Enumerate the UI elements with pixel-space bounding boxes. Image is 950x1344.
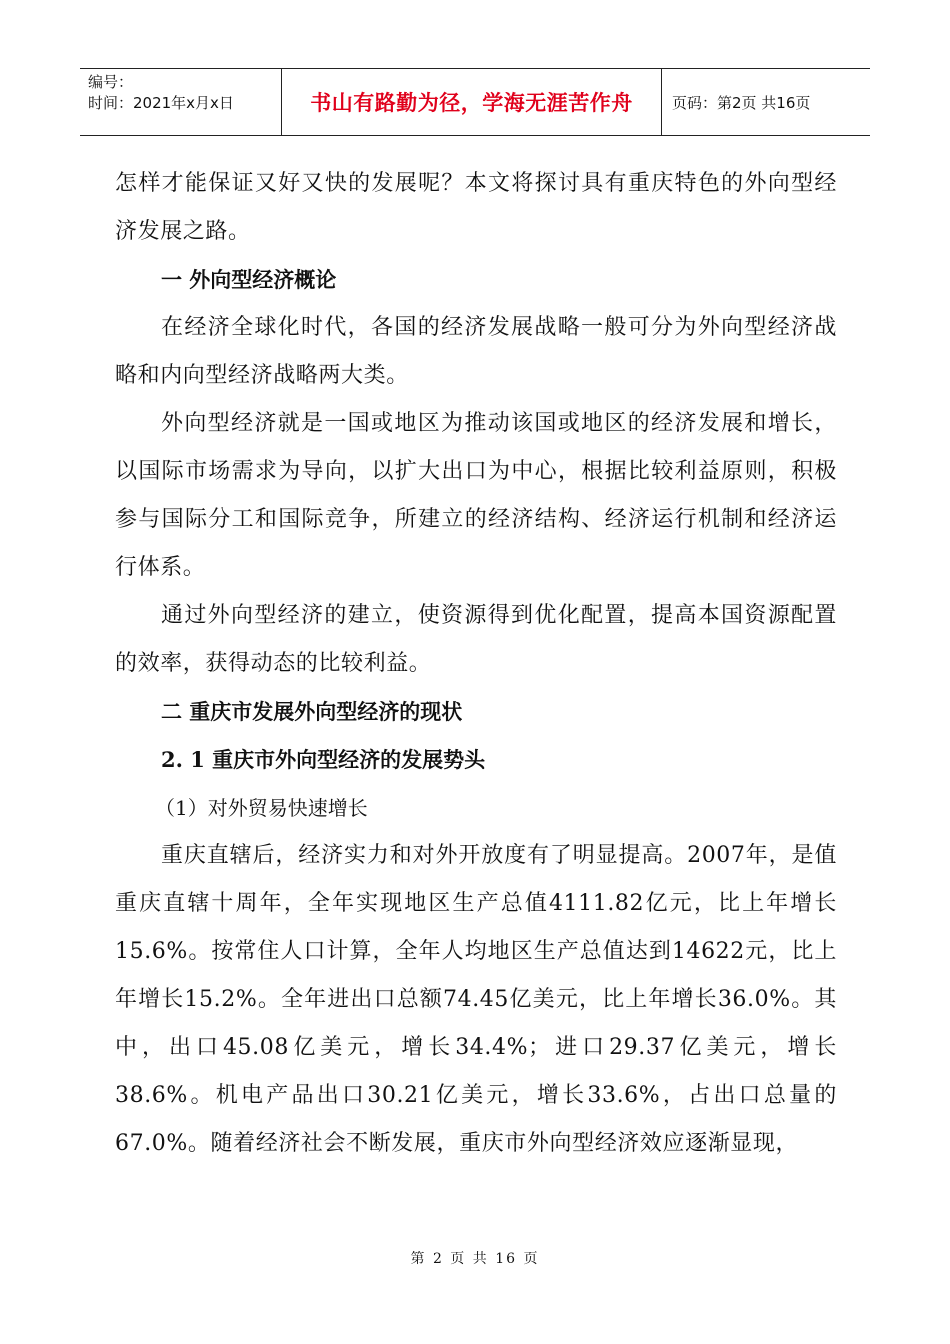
page-footer: 第 2 页 共 16 页	[410, 1251, 540, 1267]
header-page-info: 页码：第2页 共16页	[672, 93, 811, 112]
time-label: 时间：2021年x月x日	[88, 94, 234, 112]
subsection-item: （1）对外贸易快速增长	[155, 796, 368, 820]
subsection-heading: 2. 1 重庆市外向型经济的发展势头	[161, 747, 486, 772]
document-body	[115, 160, 837, 1168]
paragraph-intro: 怎样才能保证又好又快的发展呢？本文将探讨具有重庆特色的外向型经济发展之路。	[115, 171, 837, 244]
header-meta	[80, 69, 282, 135]
paragraph-definition: 外向型经济就是一国或地区为推动该国或地区的经济发展和增长，以国际市场需求为导向，以扩大出口为中心，根据比较利益原则，积极参与国际分工和国际竞争，所建立的经济结构、经济运行机制和经济运行体系。	[115, 411, 837, 580]
paragraph-strategy: 在经济全球化时代，各国的经济发展战略一般可分为外向型经济战略和内向型经济战略两大类。	[115, 315, 837, 388]
paragraph-statistics: 重庆直辖后，经济实力和对外开放度有了明显提高。2007年，是值重庆直辖十周年，全年实现地区生产总值4111.82亿元，比上年增长15.6%。按常住人口计算，全年人均地区生产总值达到14622元，比上年增长15.2%。全年进出口总额74.45亿美元，比上年增长36.0%。其中，出口45.08亿美元，增长34.4%；进口29.37亿美元，增长38.6%。机电产品出口30.21亿美元，增长33.6%，占出口总量的67.0%。随着经济社会不断发展，重庆市外向型经济效应逐渐显现，	[115, 843, 837, 1156]
document-header	[80, 68, 870, 136]
paragraph-benefit: 通过外向型经济的建立，使资源得到优化配置，提高本国资源配置的效率，获得动态的比较利益。	[115, 603, 837, 676]
code-label: 编号：	[88, 73, 134, 91]
section-heading-one: 一 外向型经济概论	[161, 268, 337, 292]
section-heading-two: 二 重庆市发展外向型经济的现状	[161, 700, 463, 724]
header-motto: 书山有路勤为径，学海无涯苦作舟	[282, 69, 662, 135]
